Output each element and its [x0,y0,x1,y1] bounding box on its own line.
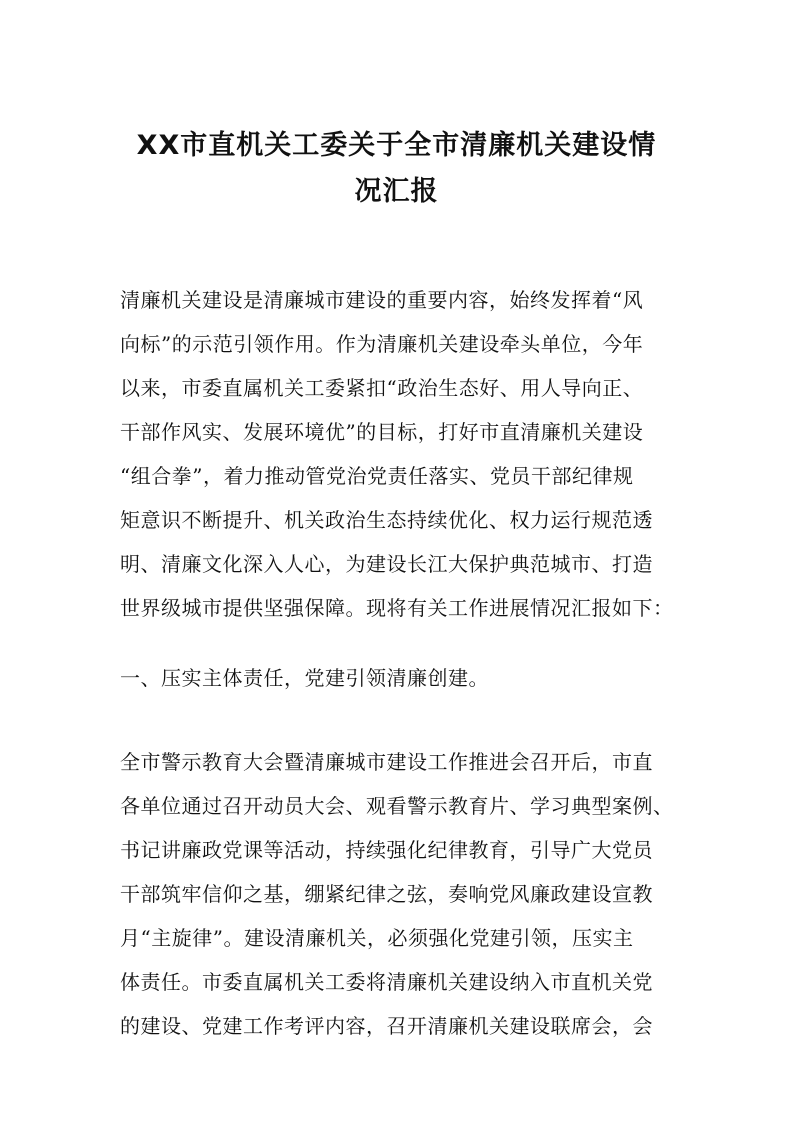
paragraph-line: 干部作风实、发展环境优”的目标，打好市直清廉机关建设 [120,420,644,444]
paragraph-line: 世界级城市提供坚强保障。现将有关工作进展情况汇报如下： [120,596,674,620]
paragraph-line: 书记讲廉政党课等活动，持续强化纪律教育，引导广大党员 [120,838,653,862]
document-title-line-2: 况汇报 [354,176,439,207]
paragraph-line: 各单位通过召开动员大会、观看警示教育片、学习典型案例、 [120,794,674,818]
document-title-line-1: XX市直机关工委关于全市清廉机关建设情 [136,130,657,161]
paragraph-line: 的建设、党建工作考评内容，召开清廉机关建设联席会，会 [120,1014,653,1038]
paragraph-line: 月“主旋律”。建设清廉机关，必须强化党建引领，压实主 [120,926,634,950]
paragraph-line: 矩意识不断提升、机关政治生态持续优化、权力运行规范透 [120,508,653,532]
paragraph-line: “组合拳”，着力推动管党治党责任落实、党员干部纪律规 [120,464,634,488]
paragraph-line: 体责任。市委直属机关工委将清廉机关建设纳入市直机关党 [120,970,653,994]
paragraph-line: 向标”的示范引领作用。作为清廉机关建设牵头单位，今年 [120,332,644,356]
section-heading-1: 一、压实主体责任，党建引领清廉创建。 [120,666,489,690]
paragraph-line: 全市警示教育大会暨清廉城市建设工作推进会召开后，市直 [120,750,653,774]
paragraph-line: 明、清廉文化深入人心，为建设长江大保护典范城市、打造 [120,552,653,576]
paragraph-line: 清廉机关建设是清廉城市建设的重要内容，始终发挥着“风 [120,288,644,312]
paragraph-line: 干部筑牢信仰之基，绷紧纪律之弦，奏响党风廉政建设宣教 [120,882,653,906]
paragraph-line: 以来，市委直属机关工委紧扣“政治生态好、用人导向正、 [120,376,644,400]
